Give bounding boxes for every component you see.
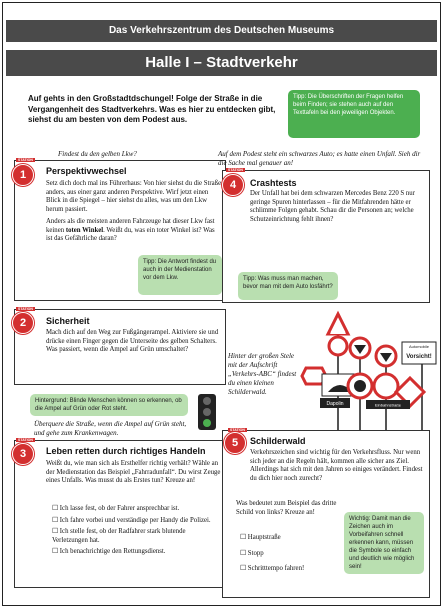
s4-stop-badge: STATION — [228, 168, 243, 172]
s3-stop-badge: STATION — [18, 438, 33, 442]
s5-title: Schilderwald — [250, 436, 306, 446]
intro-text: Auf gehts in den Großstadtdschungel! Folge der Straße in die Vergangenheit des Stadtverkehrs. Was es hier zu entdecken gibt, siehst du am besten von dem Podest aus. — [28, 94, 276, 124]
s1-question: Findest du den gelben Lkw? — [58, 150, 137, 158]
museum-banner: Das Verkehrszentrum des Deutschen Museums — [6, 20, 437, 42]
s5-number-icon: 5 — [224, 432, 246, 454]
s2-stop-badge: STATION — [18, 307, 33, 311]
s5-tip: Wichtig: Damit man die Zeichen auch im Vorbeifahren schnell erkennen kann, müssen die Symbole so einfach und deutlich wie möglich sein! — [344, 512, 424, 574]
s3-option[interactable]: ☐ Ich lasse fest, ob der Fahrer ansprechbar ist. — [52, 505, 222, 514]
s4-number-icon: 4 — [222, 174, 244, 196]
s5-option[interactable]: ☐ Schritttempo fahren! — [240, 565, 338, 574]
s1-text2-c: . Weißt du, was ein toter Winkel ist? Was ist das Gefährliche daran? — [46, 226, 215, 242]
s1-text2-bold: toten Winkel — [65, 226, 104, 234]
s3-text: Weißt du, wie man sich als Ersthelfer richtig verhält? Wähle an der Medienstation das Beispiel „Fahrradunfall“. Du wirst Zeuge eines Unfalls. Was musst du als Erstes tun? Kreuze an! — [46, 460, 221, 484]
s3-options — [52, 505, 222, 560]
s3-option[interactable]: ☐ Ich stelle fest, ob der Radfahrer stark blutende Verletzungen hat. — [52, 528, 222, 545]
sign-automobile-label: Automobile — [408, 344, 430, 349]
sign-dapolin-label: Dapolin — [326, 401, 344, 407]
sign-oneway-label: Einbahnstraße — [374, 402, 402, 408]
s5-option[interactable]: ☐ Stopp — [240, 550, 338, 559]
traffic-light-icon — [194, 392, 220, 436]
s5-options — [240, 534, 338, 577]
intro-tip: Tipp: Die Überschriften der Fragen helfen beim Finden; sie stehen auch auf den Texttafeln bei den jeweiligen Objekten. — [288, 90, 420, 138]
s5-subquestion: Was bedeutet zum Beispiel das dritte Schild von links? Kreuze an! — [236, 500, 337, 516]
s5-text: Verkehrszeichen sind wichtig für den Verkehrsfluss. Nur wenn sich jeder an die Regeln hält, kommen alle sicher ans Ziel. Allerdings hat sich mit den Jahren so einiges verändert. Findest du dich hier noch zurecht? — [250, 449, 423, 482]
road-marking — [6, 45, 437, 47]
s1-tip: Tipp: Die Antwort findest du auch in der Medienstation vor dem Lkw. — [138, 255, 222, 295]
s5-option[interactable]: ☐ Hauptstraße — [240, 534, 338, 543]
s1-title: Perspektivwechsel — [46, 166, 127, 176]
s4-question: Auf dem Podest steht ein schwarzes Auto; es hatte einen Unfall. Sieh dir die Sache mal genauer an! — [218, 150, 421, 167]
s5-stop-badge: STATION — [230, 428, 245, 432]
s1-number-icon: 1 — [12, 164, 34, 186]
s2-background: Hintergrund: Blinde Menschen können so erkennen, ob die Ampel auf Grün oder Rot steht. — [30, 394, 188, 416]
sign-forest-illustration — [300, 308, 440, 430]
s4-text: Der Unfall hat bei dem schwarzen Mercedes Benz 220 S nur geringe Spuren hinterlassen – für die Mitfahrenden hätte er schlimme Folgen gehabt. Schau dir die Personen an; welche Schutzeinrichtung fehlt ihnen? — [250, 190, 415, 223]
s1-text2-a: Anders als die meisten anderen Fahrzeuge hat dieser Lkw fast keinen — [46, 218, 215, 234]
s2-number-icon: 2 — [12, 312, 34, 334]
s5-question: Hinter der großen Stele mit der Aufschrift „Verkehrs-ABC“ findest du einen kleinen Schilderwald. — [228, 352, 297, 396]
sign-warning-label: Vorsicht! — [406, 354, 432, 360]
s1-text1: Setz dich doch mal ins Führerhaus: Von hier siehst du die Straße anders, aus einer ganz anderen Perspektive. Wirf jetzt einen Blick in die Spiegel – hier siehst du alles, was um den Lkw herum passiert. — [46, 180, 222, 213]
road-marking — [6, 79, 437, 81]
s1-text2 — [46, 218, 222, 244]
s1-stop-badge: STATION — [18, 158, 33, 162]
s2-text: Mach dich auf den Weg zur Fußgängerampel. Aktiviere sie und drücke einen Finger gegen die Unterseite des gelben Schalters. Was passiert, wenn die Ampel auf Grün umschaltet? — [46, 329, 219, 353]
s3-question: Überquere die Straße, wenn die Ampel auf Grün steht, und gehe zum Krankenwagen. — [34, 420, 187, 437]
s3-title: Leben retten durch richtiges Handeln — [46, 446, 206, 456]
s2-title: Sicherheit — [46, 316, 90, 326]
s4-tip: Tipp: Was muss man machen, bevor man mit dem Auto losfährt? — [238, 272, 338, 300]
s3-option[interactable]: ☐ Ich fahre vorbei und verständige per Handy die Polizei. — [52, 517, 222, 526]
s4-title: Crashtests — [250, 178, 297, 188]
page-title: Halle I – Stadtverkehr — [6, 50, 437, 76]
s3-number-icon: 3 — [12, 443, 34, 465]
s3-option[interactable]: ☐ Ich benachrichtige den Rettungsdienst. — [52, 548, 222, 557]
